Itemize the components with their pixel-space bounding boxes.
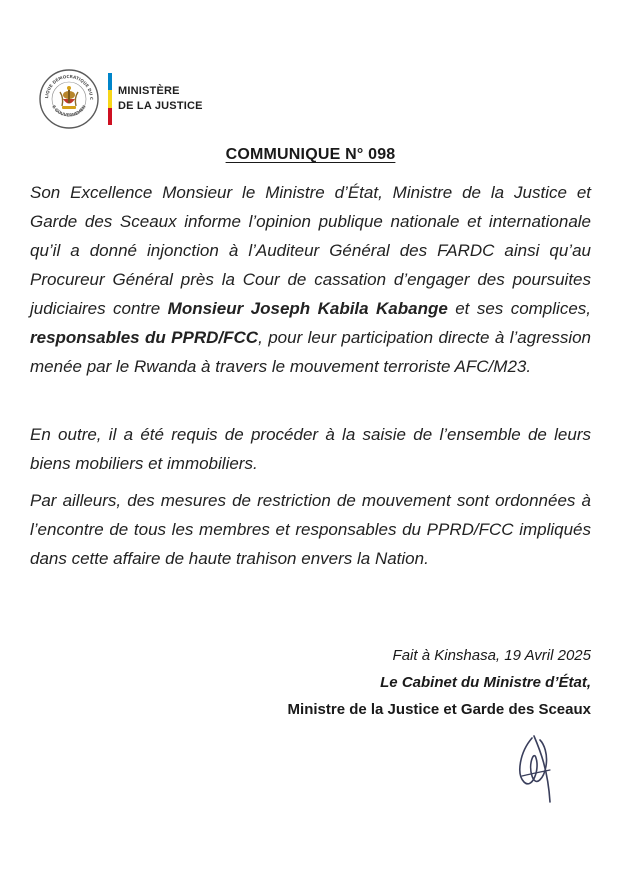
responsible-party: responsables du PPRD/FCC: [30, 328, 259, 347]
svg-text:RÉPUBLIQUE DÉMOCRATIQUE DU CON: LIQUE DÉMOCRATIQUE DU C: [43, 73, 95, 101]
ministry-line-1: MINISTÈRE: [118, 85, 180, 97]
cabinet-line: Le Cabinet du Ministre d’État,: [380, 674, 591, 691]
paragraph-2: En outre, il a été requis de procéder à la saisie de l’ensemble de leurs biens mobiliers et immobiliers.: [30, 425, 591, 473]
ministry-line-2: DE LA JUSTICE: [118, 100, 203, 112]
letterhead: [38, 66, 203, 132]
handwritten-signature-icon: [510, 730, 570, 808]
communique-title-text: COMMUNIQUE N° 098: [225, 146, 396, 163]
paragraph-1-text-b: et ses complices,: [447, 299, 591, 318]
flag-stripe-blue: [108, 73, 112, 90]
paragraph-3: Par ailleurs, des mesures de restriction de mouvement sont ordonnées à l’encontre de tous les membres et responsables du PPRD/FCC impliqués dans cette affaire de haute trahison envers la Nation.: [30, 491, 591, 568]
paragraph-1-text-c: , pour leur participation directe à l’agression menée par le Rwanda à travers le mouvement terroriste AFC/M23.: [30, 328, 591, 376]
place-and-date: Fait à Kinshasa, 19 Avril 2025: [392, 647, 591, 664]
drc-government-seal-icon: [38, 68, 100, 130]
flag-stripe-red: [108, 108, 112, 125]
svg-text:LE GOUVERNEMENT: E GOUVERNEMEN: [51, 104, 87, 118]
accused-name: Monsieur Joseph Kabila Kabange: [167, 299, 448, 318]
minister-line: Ministre de la Justice et Garde des Sceaux: [287, 701, 591, 718]
ministry-name: [118, 84, 203, 114]
flag-color-bar: [108, 73, 112, 125]
paragraph-1-text-a: Son Excellence Monsieur le Ministre d’État, Ministre de la Justice et Garde des Sceaux informe l’opinion publique nationale et internationale qu’il a donné injonction à l’Auditeur Général des FARDC ainsi qu’au Procureur Général près la Cour de cassation d’engager des poursuites judiciaires contre: [30, 183, 591, 318]
paragraph-1: [30, 178, 591, 381]
communique-title: [0, 146, 621, 164]
flag-stripe-yellow: [108, 90, 112, 107]
